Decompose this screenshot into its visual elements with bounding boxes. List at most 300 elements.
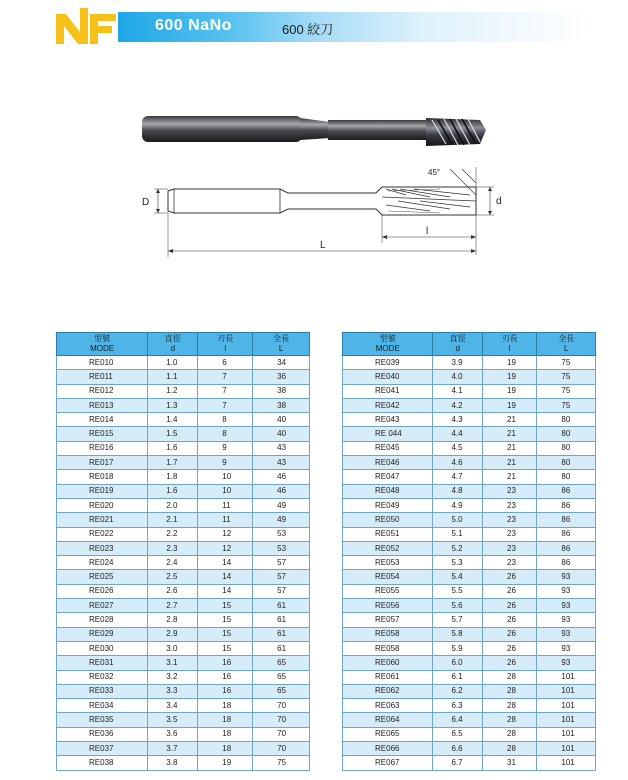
overall-length-cell: 93: [537, 599, 596, 613]
flute-length-cell: 28: [483, 727, 537, 741]
header-overall-length: 全長 L: [537, 333, 596, 356]
overall-length-cell: 93: [537, 627, 596, 641]
model-cell: RE037: [57, 742, 148, 756]
overall-length-cell: 36: [253, 370, 310, 384]
diameter-cell: 3.0: [148, 641, 198, 655]
table-row: [343, 470, 596, 484]
diameter-cell: 3.6: [148, 727, 198, 741]
model-cell: RE056: [343, 599, 433, 613]
flute-length-cell: 6: [198, 356, 253, 370]
table-row: [343, 556, 596, 570]
overall-length-cell: 101: [537, 713, 596, 727]
overall-length-cell: 93: [537, 641, 596, 655]
table-row: [57, 656, 310, 670]
overall-length-cell: 38: [253, 398, 310, 412]
model-cell: RE017: [57, 456, 148, 470]
diameter-cell: 5.3: [433, 556, 483, 570]
flute-length-cell: 7: [198, 398, 253, 412]
flute-length-cell: 21: [483, 413, 537, 427]
overall-length-cell: 93: [537, 570, 596, 584]
model-cell: RE021: [57, 513, 148, 527]
table-row: [57, 541, 310, 555]
overall-length-cell: 43: [253, 456, 310, 470]
table-row: [57, 498, 310, 512]
overall-length-cell: 70: [253, 742, 310, 756]
diameter-cell: 6.0: [433, 656, 483, 670]
overall-length-cell: 34: [253, 356, 310, 370]
spec-table-right-body: [343, 356, 596, 771]
table-row: [343, 527, 596, 541]
flute-length-cell: 26: [483, 599, 537, 613]
table-row: [343, 384, 596, 398]
diameter-cell: 5.7: [433, 613, 483, 627]
overall-length-cell: 65: [253, 656, 310, 670]
table-row: [57, 627, 310, 641]
flute-length-cell: 12: [198, 541, 253, 555]
model-cell: RE 044: [343, 427, 433, 441]
model-cell: RE064: [343, 713, 433, 727]
table-row: [57, 513, 310, 527]
overall-length-cell: 70: [253, 699, 310, 713]
model-cell: RE039: [343, 356, 433, 370]
table-header-row: [343, 333, 596, 356]
model-cell: RE023: [57, 541, 148, 555]
flute-length-cell: 23: [483, 556, 537, 570]
overall-length-cell: 70: [253, 727, 310, 741]
overall-length-cell: 86: [537, 484, 596, 498]
overall-length-cell: 43: [253, 441, 310, 455]
model-cell: RE062: [343, 684, 433, 698]
model-cell: RE058: [343, 641, 433, 655]
spec-table-left: [56, 332, 310, 771]
model-cell: RE035: [57, 713, 148, 727]
table-row: [343, 656, 596, 670]
model-cell: RE034: [57, 699, 148, 713]
table-row: [343, 427, 596, 441]
table-row: [57, 556, 310, 570]
model-cell: RE033: [57, 684, 148, 698]
dimension-drawing: [130, 165, 510, 265]
flute-length-cell: 14: [198, 584, 253, 598]
diameter-cell: 6.5: [433, 727, 483, 741]
model-cell: RE050: [343, 513, 433, 527]
diameter-cell: 5.1: [433, 527, 483, 541]
model-cell: RE052: [343, 541, 433, 555]
table-row: [57, 370, 310, 384]
overall-length-cell: 57: [253, 584, 310, 598]
flute-length-cell: 19: [483, 398, 537, 412]
model-cell: RE053: [343, 556, 433, 570]
diameter-cell: 6.4: [433, 713, 483, 727]
model-cell: RE067: [343, 756, 433, 770]
diameter-cell: 2.1: [148, 513, 198, 527]
overall-length-cell: 61: [253, 627, 310, 641]
table-row: [57, 599, 310, 613]
flute-length-cell: 15: [198, 627, 253, 641]
table-row: [57, 456, 310, 470]
diameter-cell: 5.4: [433, 570, 483, 584]
overall-length-cell: 40: [253, 413, 310, 427]
table-row: [343, 370, 596, 384]
flute-length-cell: 28: [483, 713, 537, 727]
overall-length-cell: 61: [253, 613, 310, 627]
model-cell: RE066: [343, 742, 433, 756]
flute-length-cell: 10: [198, 470, 253, 484]
flute-length-cell: 15: [198, 599, 253, 613]
table-row: [57, 570, 310, 584]
model-cell: RE036: [57, 727, 148, 741]
label-l: l: [426, 226, 429, 237]
flute-length-cell: 8: [198, 413, 253, 427]
reamer-photo: [140, 106, 490, 162]
flute-length-cell: 7: [198, 370, 253, 384]
spec-table-left-body: [57, 356, 310, 771]
header-model: 型號 MODE: [57, 333, 148, 356]
flute-length-cell: 28: [483, 670, 537, 684]
diameter-cell: 3.7: [148, 742, 198, 756]
table-row: [57, 441, 310, 455]
diameter-cell: 4.9: [433, 498, 483, 512]
model-cell: RE031: [57, 656, 148, 670]
label-d: d: [496, 196, 502, 207]
table-row: [343, 441, 596, 455]
overall-length-cell: 57: [253, 556, 310, 570]
flute-length-cell: 19: [483, 370, 537, 384]
table-row: [57, 584, 310, 598]
model-cell: RE016: [57, 441, 148, 455]
model-cell: RE047: [343, 470, 433, 484]
model-cell: RE040: [343, 370, 433, 384]
flute-length-cell: 8: [198, 427, 253, 441]
model-cell: RE028: [57, 613, 148, 627]
table-row: [343, 599, 596, 613]
overall-length-cell: 75: [253, 756, 310, 770]
table-row: [57, 527, 310, 541]
diameter-cell: 3.5: [148, 713, 198, 727]
overall-length-cell: 65: [253, 670, 310, 684]
diameter-cell: 4.3: [433, 413, 483, 427]
table-row: [57, 470, 310, 484]
overall-length-cell: 61: [253, 599, 310, 613]
overall-length-cell: 80: [537, 470, 596, 484]
flute-length-cell: 18: [198, 699, 253, 713]
flute-length-cell: 23: [483, 527, 537, 541]
model-cell: RE010: [57, 356, 148, 370]
model-cell: RE038: [57, 756, 148, 770]
diameter-cell: 1.0: [148, 356, 198, 370]
diameter-cell: 5.8: [433, 627, 483, 641]
overall-length-cell: 40: [253, 427, 310, 441]
overall-length-cell: 93: [537, 584, 596, 598]
table-row: [343, 398, 596, 412]
diameter-cell: 5.6: [433, 599, 483, 613]
model-cell: RE024: [57, 556, 148, 570]
overall-length-cell: 86: [537, 513, 596, 527]
model-cell: RE022: [57, 527, 148, 541]
flute-length-cell: 11: [198, 498, 253, 512]
overall-length-cell: 86: [537, 498, 596, 512]
overall-length-cell: 65: [253, 684, 310, 698]
flute-length-cell: 28: [483, 684, 537, 698]
flute-length-cell: 11: [198, 513, 253, 527]
flute-length-cell: 28: [483, 699, 537, 713]
model-cell: RE055: [343, 584, 433, 598]
flute-length-cell: 21: [483, 470, 537, 484]
flute-length-cell: 23: [483, 541, 537, 555]
diameter-cell: 5.9: [433, 641, 483, 655]
spec-table-right: [342, 332, 596, 771]
flute-length-cell: 16: [198, 656, 253, 670]
table-row: [57, 727, 310, 741]
table-row: [57, 684, 310, 698]
diameter-cell: 2.9: [148, 627, 198, 641]
flute-length-cell: 19: [198, 756, 253, 770]
overall-length-cell: 75: [537, 356, 596, 370]
flute-length-cell: 26: [483, 641, 537, 655]
table-row: [57, 484, 310, 498]
diameter-cell: 4.5: [433, 441, 483, 455]
flute-length-cell: 15: [198, 613, 253, 627]
flute-length-cell: 9: [198, 441, 253, 455]
label-D: D: [142, 197, 150, 208]
flute-length-cell: 14: [198, 570, 253, 584]
table-row: [343, 699, 596, 713]
diameter-cell: 2.3: [148, 541, 198, 555]
table-row: [343, 356, 596, 370]
model-cell: RE060: [343, 656, 433, 670]
header-diameter: 直徑 d: [433, 333, 483, 356]
table-row: [57, 641, 310, 655]
diameter-cell: 1.6: [148, 484, 198, 498]
diameter-cell: 1.2: [148, 384, 198, 398]
overall-length-cell: 46: [253, 470, 310, 484]
overall-length-cell: 86: [537, 527, 596, 541]
flute-length-cell: 10: [198, 484, 253, 498]
table-row: [343, 641, 596, 655]
overall-length-cell: 70: [253, 713, 310, 727]
model-cell: RE027: [57, 599, 148, 613]
overall-length-cell: 49: [253, 498, 310, 512]
flute-length-cell: 16: [198, 670, 253, 684]
flute-length-cell: 21: [483, 427, 537, 441]
table-row: [343, 484, 596, 498]
model-cell: RE029: [57, 627, 148, 641]
diameter-cell: 6.6: [433, 742, 483, 756]
diameter-cell: 1.4: [148, 413, 198, 427]
flute-length-cell: 28: [483, 742, 537, 756]
diameter-cell: 4.8: [433, 484, 483, 498]
diameter-cell: 4.0: [433, 370, 483, 384]
diameter-cell: 6.7: [433, 756, 483, 770]
diameter-cell: 2.7: [148, 599, 198, 613]
flute-length-cell: 23: [483, 498, 537, 512]
diameter-cell: 2.4: [148, 556, 198, 570]
table-row: [343, 498, 596, 512]
overall-length-cell: 93: [537, 656, 596, 670]
diameter-cell: 4.1: [433, 384, 483, 398]
model-cell: RE063: [343, 699, 433, 713]
model-cell: RE011: [57, 370, 148, 384]
diameter-cell: 2.8: [148, 613, 198, 627]
overall-length-cell: 101: [537, 727, 596, 741]
flute-length-cell: 7: [198, 384, 253, 398]
flute-length-cell: 21: [483, 441, 537, 455]
diameter-cell: 1.3: [148, 398, 198, 412]
flute-length-cell: 12: [198, 527, 253, 541]
table-row: [343, 513, 596, 527]
model-cell: RE058: [343, 627, 433, 641]
overall-length-cell: 101: [537, 684, 596, 698]
diameter-cell: 1.8: [148, 470, 198, 484]
diameter-cell: 5.5: [433, 584, 483, 598]
model-cell: RE012: [57, 384, 148, 398]
model-cell: RE041: [343, 384, 433, 398]
flute-length-cell: 9: [198, 456, 253, 470]
table-row: [343, 613, 596, 627]
diameter-cell: 2.6: [148, 584, 198, 598]
overall-length-cell: 49: [253, 513, 310, 527]
flute-length-cell: 26: [483, 584, 537, 598]
flute-length-cell: 15: [198, 641, 253, 655]
table-row: [57, 756, 310, 770]
model-cell: RE054: [343, 570, 433, 584]
overall-length-cell: 75: [537, 370, 596, 384]
diameter-cell: 3.3: [148, 684, 198, 698]
overall-length-cell: 101: [537, 699, 596, 713]
table-row: [343, 756, 596, 770]
flute-length-cell: 14: [198, 556, 253, 570]
model-cell: RE030: [57, 641, 148, 655]
table-row: [57, 398, 310, 412]
table-row: [343, 742, 596, 756]
table-row: [57, 742, 310, 756]
overall-length-cell: 61: [253, 641, 310, 655]
diameter-cell: 3.8: [148, 756, 198, 770]
diameter-cell: 3.1: [148, 656, 198, 670]
table-row: [57, 670, 310, 684]
model-cell: RE013: [57, 398, 148, 412]
flute-length-cell: 16: [198, 684, 253, 698]
model-cell: RE032: [57, 670, 148, 684]
model-cell: RE061: [343, 670, 433, 684]
flute-length-cell: 18: [198, 742, 253, 756]
table-row: [57, 384, 310, 398]
table-row: [343, 670, 596, 684]
table-row: [343, 584, 596, 598]
model-cell: RE025: [57, 570, 148, 584]
diameter-cell: 4.7: [433, 470, 483, 484]
diameter-cell: 2.2: [148, 527, 198, 541]
overall-length-cell: 101: [537, 756, 596, 770]
overall-length-cell: 38: [253, 384, 310, 398]
model-cell: RE065: [343, 727, 433, 741]
overall-length-cell: 46: [253, 484, 310, 498]
diameter-cell: 6.2: [433, 684, 483, 698]
overall-length-cell: 53: [253, 541, 310, 555]
diameter-cell: 6.1: [433, 670, 483, 684]
model-cell: RE051: [343, 527, 433, 541]
header-overall-length: 全長 L: [253, 333, 310, 356]
flute-length-cell: 23: [483, 513, 537, 527]
flute-length-cell: 26: [483, 613, 537, 627]
overall-length-cell: 101: [537, 742, 596, 756]
table-row: [57, 356, 310, 370]
model-cell: RE015: [57, 427, 148, 441]
flute-length-cell: 21: [483, 456, 537, 470]
table-row: [57, 427, 310, 441]
table-header-row: [57, 333, 310, 356]
overall-length-cell: 75: [537, 384, 596, 398]
model-cell: RE026: [57, 584, 148, 598]
diameter-cell: 4.2: [433, 398, 483, 412]
table-row: [343, 541, 596, 555]
overall-length-cell: 80: [537, 441, 596, 455]
product-code: 600 NaNo: [155, 17, 232, 34]
table-row: [343, 413, 596, 427]
diameter-cell: 1.1: [148, 370, 198, 384]
table-row: [343, 684, 596, 698]
overall-length-cell: 53: [253, 527, 310, 541]
table-row: [57, 699, 310, 713]
table-row: [343, 713, 596, 727]
header-diameter: 直徑 d: [148, 333, 198, 356]
diameter-cell: 2.5: [148, 570, 198, 584]
flute-length-cell: 26: [483, 627, 537, 641]
brand-logo: [54, 6, 118, 46]
model-cell: RE042: [343, 398, 433, 412]
model-cell: RE045: [343, 441, 433, 455]
diameter-cell: 3.9: [433, 356, 483, 370]
label-angle: 45°: [428, 168, 441, 177]
header-model: 型號 MODE: [343, 333, 433, 356]
model-cell: RE019: [57, 484, 148, 498]
flute-length-cell: 19: [483, 356, 537, 370]
overall-length-cell: 80: [537, 456, 596, 470]
table-row: [343, 456, 596, 470]
overall-length-cell: 75: [537, 398, 596, 412]
overall-length-cell: 57: [253, 570, 310, 584]
diameter-cell: 3.2: [148, 670, 198, 684]
diameter-cell: 4.6: [433, 456, 483, 470]
overall-length-cell: 86: [537, 556, 596, 570]
flute-length-cell: 26: [483, 656, 537, 670]
header-flute-length: 刃長 l: [483, 333, 537, 356]
product-name: 600 絞刀: [282, 22, 334, 37]
diameter-cell: 3.4: [148, 699, 198, 713]
model-cell: RE046: [343, 456, 433, 470]
table-row: [57, 713, 310, 727]
flute-length-cell: 26: [483, 570, 537, 584]
diameter-cell: 4.4: [433, 427, 483, 441]
table-row: [343, 570, 596, 584]
diameter-cell: 1.6: [148, 441, 198, 455]
overall-length-cell: 101: [537, 670, 596, 684]
diameter-cell: 1.5: [148, 427, 198, 441]
flute-length-cell: 19: [483, 384, 537, 398]
diameter-cell: 5.2: [433, 541, 483, 555]
diameter-cell: 6.3: [433, 699, 483, 713]
table-row: [57, 613, 310, 627]
overall-length-cell: 93: [537, 613, 596, 627]
table-row: [343, 627, 596, 641]
flute-length-cell: 18: [198, 713, 253, 727]
table-row: [343, 727, 596, 741]
model-cell: RE020: [57, 498, 148, 512]
model-cell: RE049: [343, 498, 433, 512]
table-row: [57, 413, 310, 427]
model-cell: RE043: [343, 413, 433, 427]
overall-length-cell: 80: [537, 427, 596, 441]
